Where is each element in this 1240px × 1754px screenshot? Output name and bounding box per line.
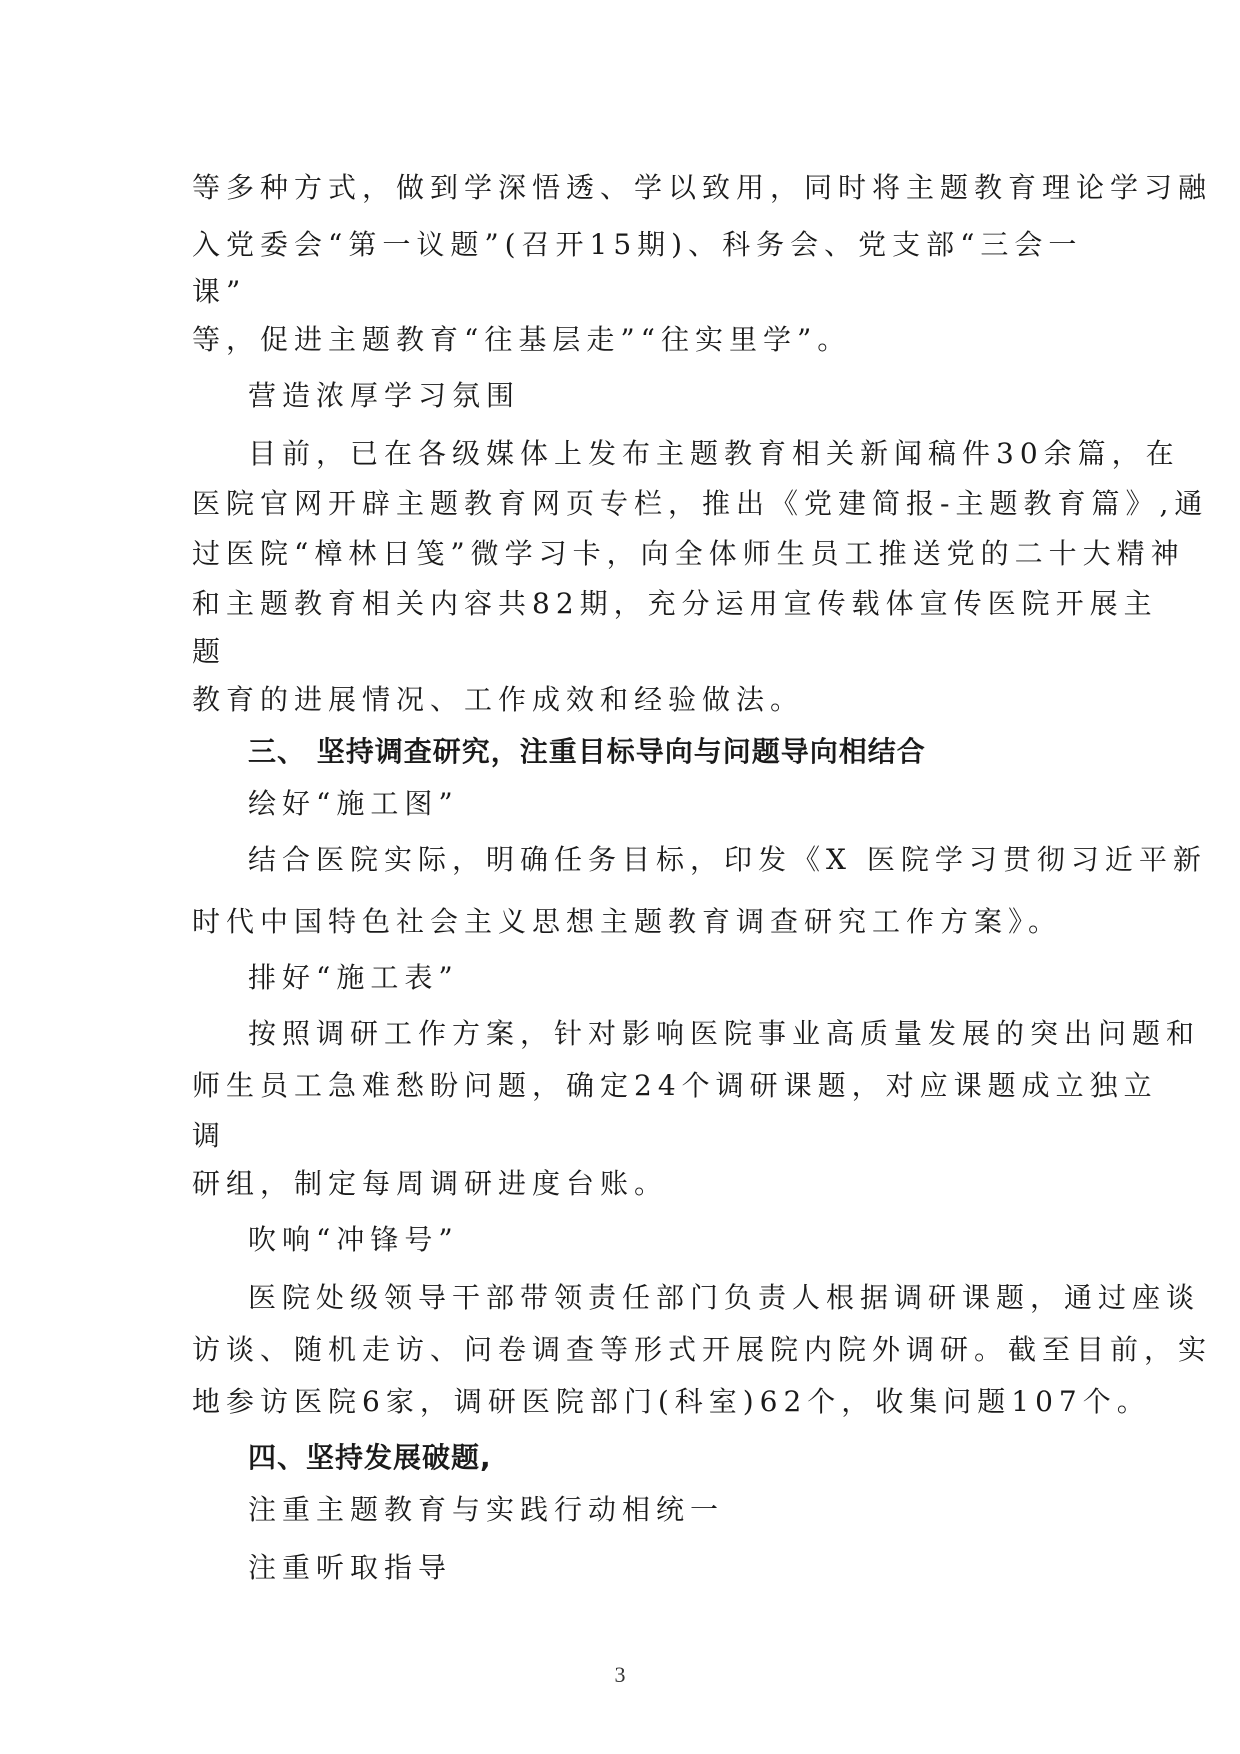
body-line: 结合医院实际，明确任务目标，印发《X 医院学习贯彻习近平新 bbox=[248, 843, 1207, 876]
body-line: 医院官网开辟主题教育网页专栏，推出《党建简报-主题教育篇》,通 bbox=[192, 487, 1209, 520]
body-line: 入党委会“第一议题”(召开15期)、科务会、党支部“三会一 bbox=[192, 228, 1083, 261]
body-line: 目前，已在各级媒体上发布主题教育相关新闻稿件30余篇，在 bbox=[248, 437, 1180, 470]
section-heading: 三、 坚持调查研究，注重目标导向与问题导向相结合 bbox=[248, 735, 926, 768]
subheading-line: 排好“施工表” bbox=[248, 961, 459, 994]
body-line: 题 bbox=[192, 635, 227, 668]
body-line: 教育的进展情况、工作成效和经验做法。 bbox=[192, 683, 805, 716]
body-line: 和主题教育相关内容共82期，充分运用宣传载体宣传医院开展主 bbox=[192, 587, 1158, 620]
body-line: 等，促进主题教育“往基层走”“往实里学”。 bbox=[192, 323, 852, 356]
page-number: 3 bbox=[614, 1662, 626, 1687]
body-line: 医院处级领导干部带领责任部门负责人根据调研课题，通过座谈 bbox=[248, 1281, 1201, 1314]
body-line: 等多种方式，做到学深悟透、学以致用，同时将主题教育理论学习融 bbox=[192, 171, 1213, 204]
body-line: 时代中国特色社会主义思想主题教育调查研究工作方案》。 bbox=[192, 905, 1063, 938]
body-line: 课” bbox=[192, 275, 247, 308]
subheading-line: 吹响“冲锋号” bbox=[248, 1223, 459, 1256]
body-line: 研组，制定每周调研进度台账。 bbox=[192, 1167, 669, 1200]
body-line: 调 bbox=[192, 1119, 227, 1152]
subheading-line: 绘好“施工图” bbox=[248, 787, 459, 820]
body-line: 访谈、随机走访、问卷调查等形式开展院内院外调研。截至目前，实 bbox=[192, 1333, 1213, 1366]
body-line: 按照调研工作方案，针对影响医院事业高质量发展的突出问题和 bbox=[248, 1017, 1201, 1050]
subheading-line: 注重主题教育与实践行动相统一 bbox=[248, 1493, 725, 1526]
subheading-line: 营造浓厚学习氛围 bbox=[248, 379, 521, 412]
body-line: 地参访医院6家，调研医院部门(科室)62个，收集问题107个。 bbox=[192, 1385, 1151, 1418]
subheading-line: 注重听取指导 bbox=[248, 1551, 453, 1584]
body-line: 过医院“樟林日笺”微学习卡，向全体师生员工推送党的二十大精神 bbox=[192, 537, 1185, 570]
section-heading: 四、坚持发展破题, bbox=[248, 1441, 492, 1474]
body-line: 师生员工急难愁盼问题，确定24个调研课题，对应课题成立独立 bbox=[192, 1069, 1158, 1102]
